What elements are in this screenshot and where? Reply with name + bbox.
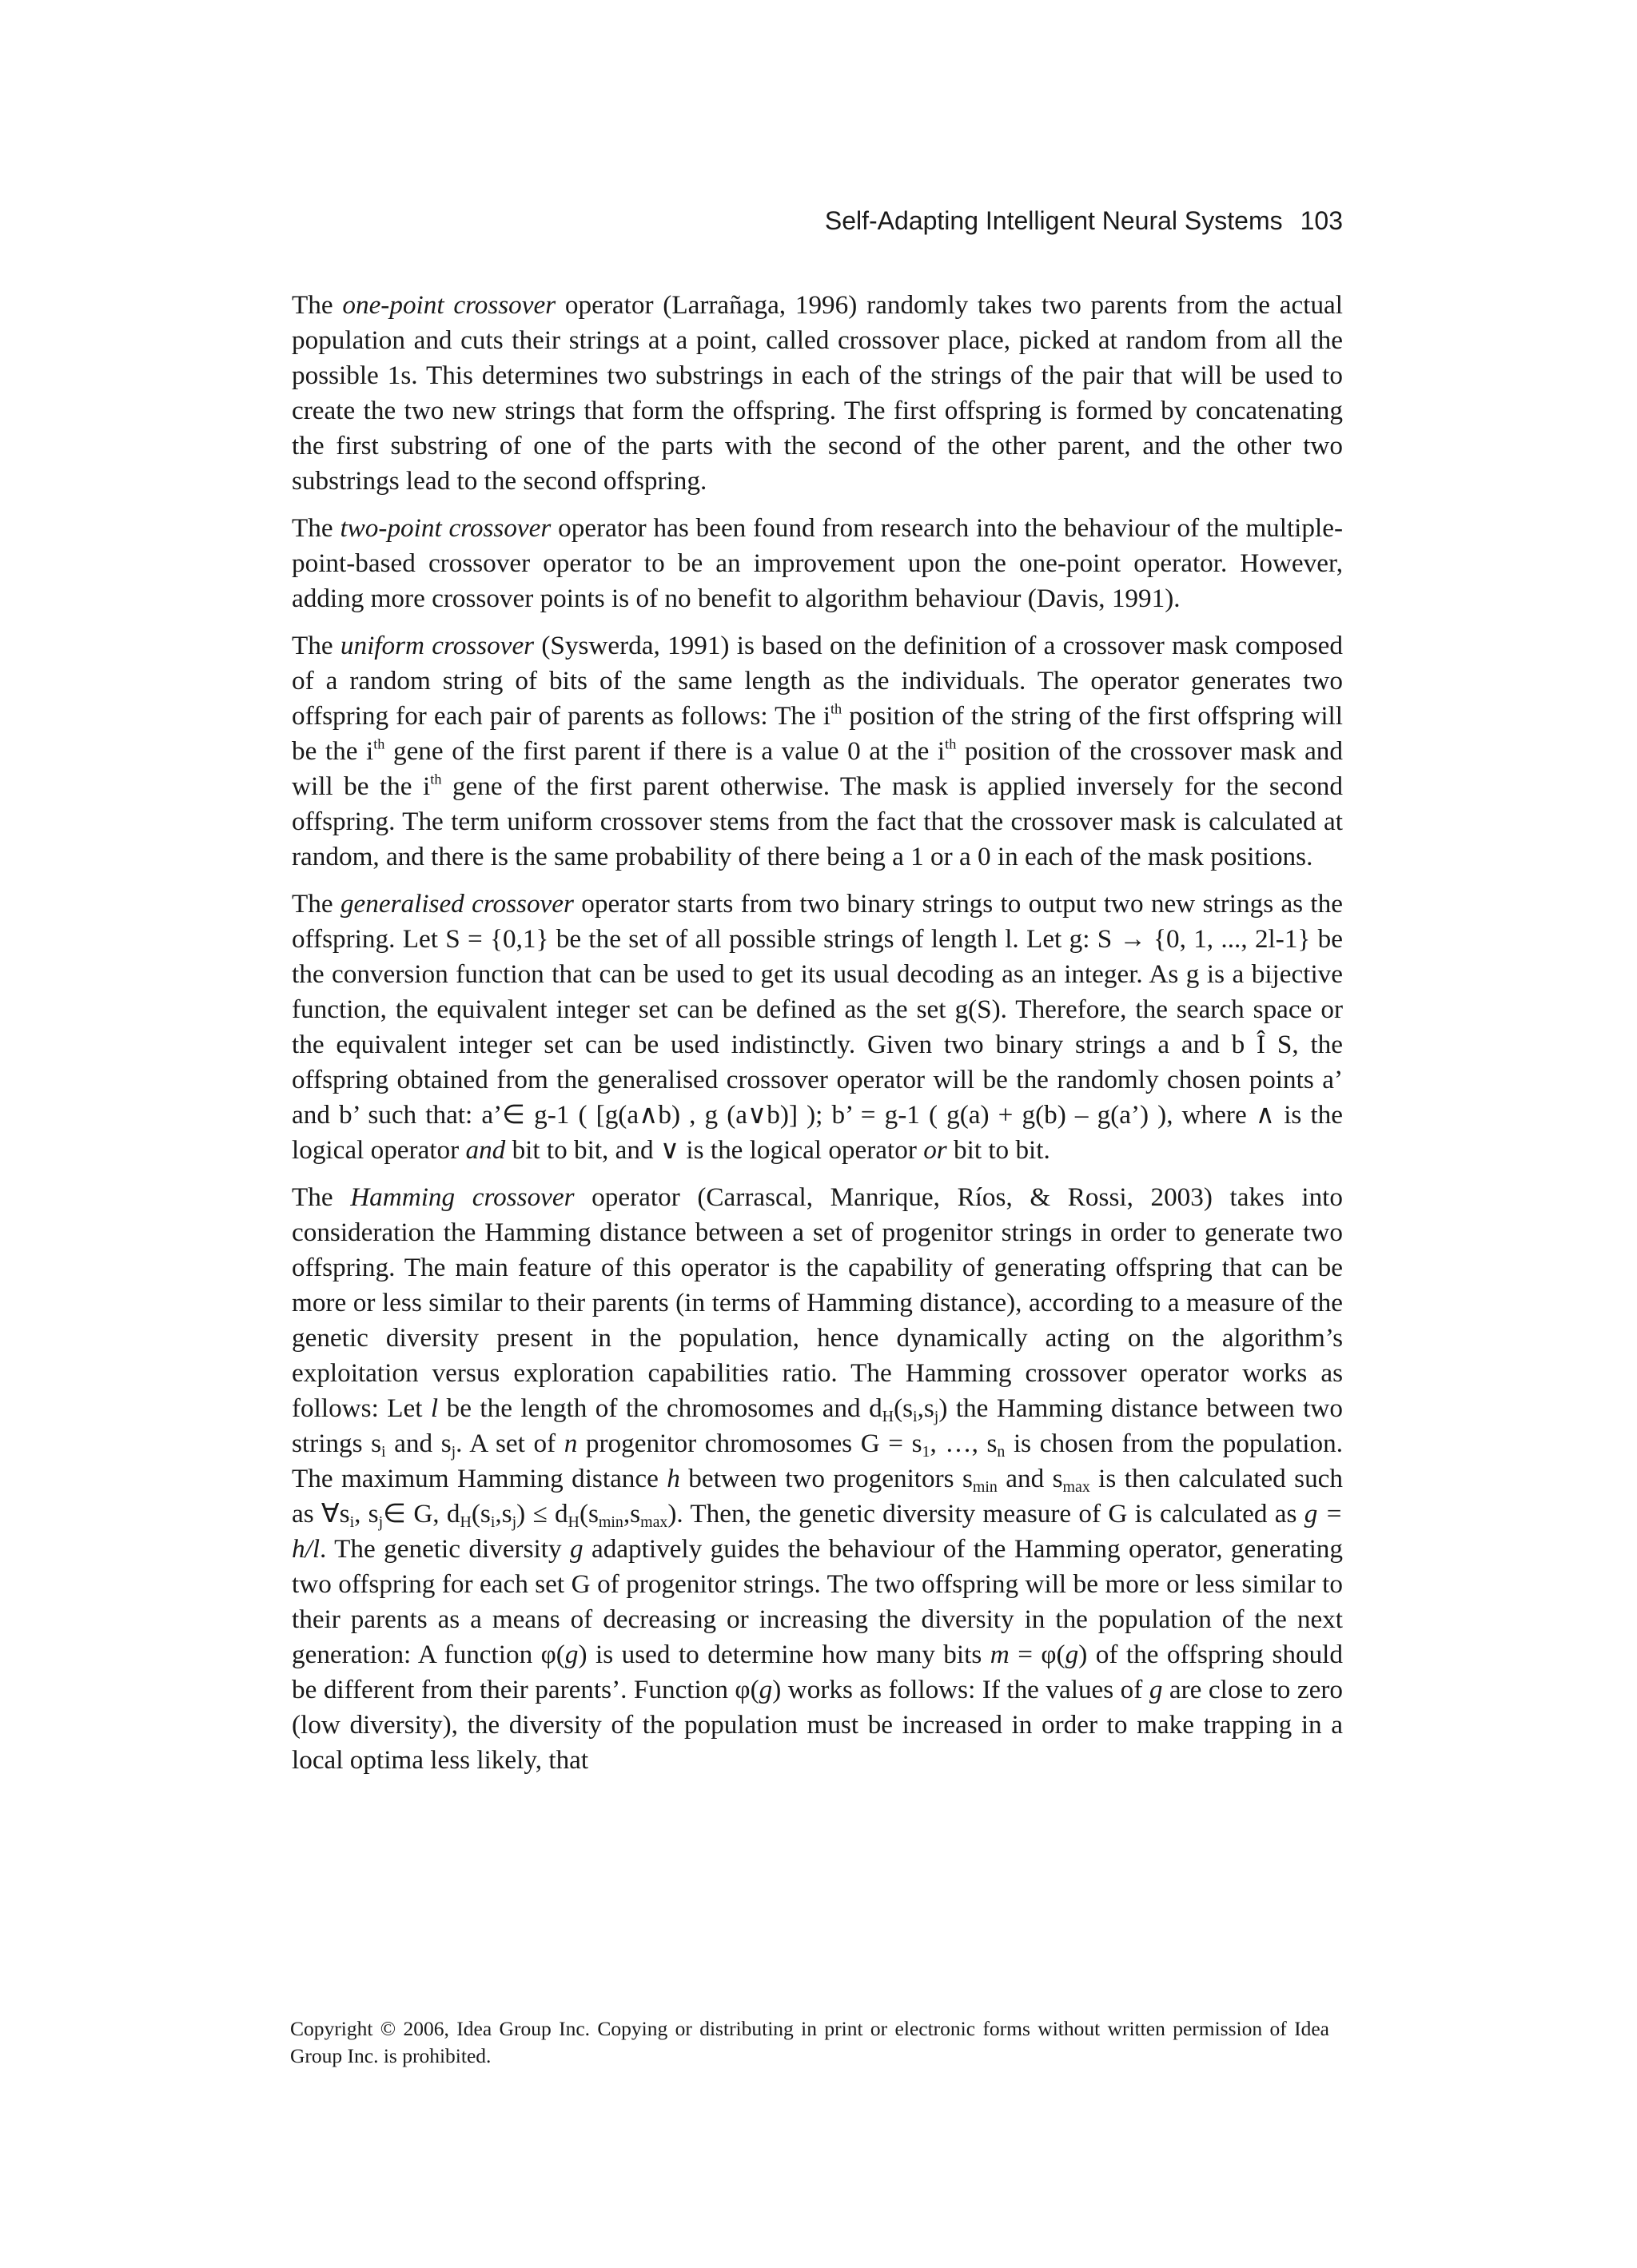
- page-number: 103: [1300, 206, 1343, 235]
- paragraph-uniform-crossover: The uniform crossover (Syswerda, 1991) is based on the definition of a crossover mask composed of a random string of bits of the same length as the individuals. The operator generates two offspring for each pair of parents as follows: The $i^{th}$ position of the string of the first offspring will be the $i^{th}$ gene of the first parent if there is a value 0 at the $i^{th}$ position of the crossover mask and will be the $i^{th}$ gene of the first parent otherwise. The mask is applied inversely for the second offspring. The term uniform crossover stems from the fact that the crossover mask is calculated at random, and there is the same probability of there being a 1 or a 0 in each of the mask positions.: [292, 631, 1343, 871]
- term-two-point-crossover: two-point crossover: [340, 513, 552, 543]
- term-hamming-crossover: Hamming crossover: [350, 1182, 575, 1212]
- paragraph-two-point-crossover: The two-point crossover operator has been found from research into the behaviour of the multiple-point-based crossover operator to be an improvement upon the one-point operator. However, adding more crossover points is of no benefit to algorithm behaviour (Davis, 1991).: [292, 513, 1343, 613]
- running-header: [288, 206, 1343, 236]
- paragraph-hamming-crossover: The Hamming crossover operator (Carrascal, Manrique, Ríos, & Rossi, 2003) takes into consideration the Hamming distance between a set of progenitor strings in order to generate two offspring. The main feature of this operator is the capability of generating offspring that can be more or less similar to their parents (in terms of Hamming distance), according to a measure of the genetic diversity present in the population, hence dynamically acting on the algorithm’s exploitation versus exploration capabilities ratio. The Hamming crossover operator works as follows: Let l be the length of the chromosomes and $d_H(s_i,s_j)$ the Hamming distance between two strings $s_i$ and $s_j$. A set of n progenitor chromosomes $G = s_1$, …, $s_n$ is chosen from the population. The maximum Hamming distance h between two progenitors $s_{min}$ and $s_{max}$ is then calculated such as $\forall s_i$, $s_j\in$ G, $d_H(s_i,s_j) \le d_H(s_{min},s_{max})$. Then, the genetic diversity measure of G is calculated as g = h/l. The genetic diversity g adaptively guides the behaviour of the Hamming operator, generating two offspring for each set G of progenitor strings. The two offspring will be more or less similar to their parents as a means of decreasing or increasing the diversity in the population of the next generation: A function φ(g) is used to determine how many bits m = φ(g) of the offspring should be different from their parents’. Function φ(g) works as follows: If the values of g are close to zero (low diversity), the diversity of the population must be increased in order to make trapping in a local optima less likely, that: [292, 1182, 1343, 1775]
- paragraph-generalised-crossover: The generalised crossover operator starts from two binary strings to output two new strings as the offspring. Let S = {0,1} be the set of all possible strings of length l. Let g: S → {0, 1, ..., 2l-1} be the conversion function that can be used to get its usual decoding as an integer. As g is a bijective function, the equivalent integer set can be defined as the set g(S). Therefore, the search space or the equivalent integer set can be used indistinctly. Given two binary strings a and b Î S, the offspring obtained from the generalised crossover operator will be the randomly chosen points a’ and b’ such that: a’∈ g-1 ( [g(a∧b) , g (a∨b)] ); b’ = g-1 ( g(a) + g(b) – g(a’) ), where ∧ is the logical operator and bit to bit, and ∨ is the logical operator or bit to bit.: [292, 889, 1343, 1165]
- term-uniform-crossover: uniform crossover: [340, 631, 535, 660]
- term-generalised-crossover: generalised crossover: [340, 889, 574, 919]
- copyright-footer: Copyright © 2006, Idea Group Inc. Copying or distributing in print or electronic forms without written permission of Idea Group Inc. is prohibited.: [290, 2017, 1329, 2067]
- body-text: [292, 288, 1343, 1778]
- running-title: Self-Adapting Intelligent Neural Systems: [824, 206, 1283, 235]
- term-one-point-crossover: one-point crossover: [342, 290, 556, 320]
- paragraph-one-point-crossover: The one-point crossover operator (Larrañaga, 1996) randomly takes two parents from the actual population and cuts their strings at a point, called crossover place, picked at random from all the possible 1s. This determines two substrings in each of the strings of the pair that will be used to create the two new strings that form the offspring. The first offspring is formed by concatenating the first substring of one of the parts with the second of the other parent, and the other two substrings lead to the second offspring.: [292, 290, 1343, 496]
